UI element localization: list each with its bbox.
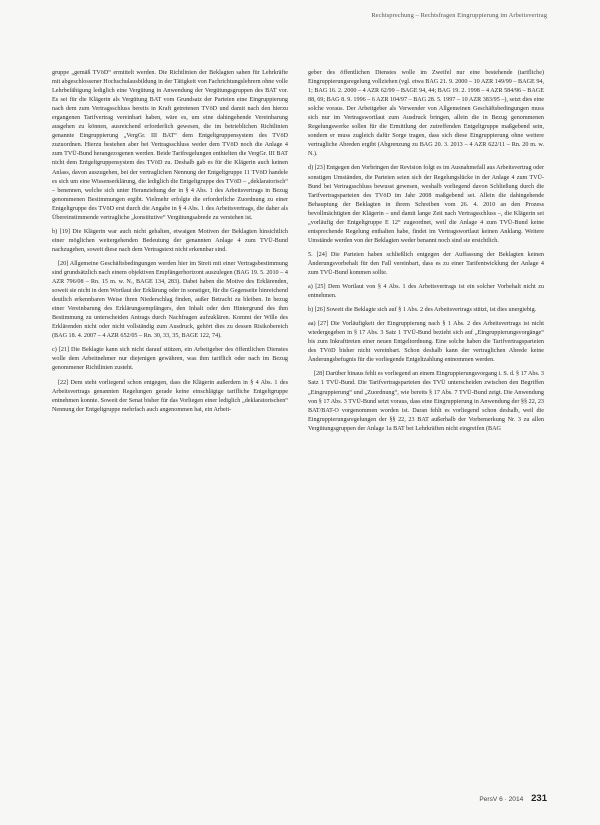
running-head: Rechtsprechung – Rechtsfragen Eingruppierung im Arbeitsvertrag	[371, 12, 547, 19]
paragraph: geber des öffentlichen Dienstes wolle im Zweifel nur eine bestehende (tarifliche) Eingruppierungsregelung vollziehen (vgl. etwa BAG 21. 9. 2000 – 10 AZR 149/99 – BAGE 94, 1; BAG 16. 2. 2000 – 4 AZR 62/99 – BAGE 94, 44; BAG 19. 2. 1998 – 4 AZR 584/96 – BAGE 88, 69; BAG 8. 9. 1996 – 6 AZR 104/97 – BAG 28. 5. 1997 – 10 AZR 383/95 –), setzt dies eine solche voraus. Der Arbeitgeber als Verwender von Allgemeinen Geschäftsbedingungen muss sich nur im Vertragswortlaut zum Ausdruck bringen, allein die in Bezug genommenen Regelungswerke sollen für die Ermittlung der zutreffenden Entgeltgruppe maßgebend sein, sondern er muss zugleich dafür Sorge tragen, dass sich diese Eingruppierung ohne weitere vertragliche Abreden ergibt (Abgrenzung zu BAG 20. 3. 2013 – 4 AZR 622/11 – Rn. 20 m. w. N.).	[308, 70, 544, 158]
paragraph: [20] Allgemeine Geschäftsbedingungen werden hier im Streit mit einer Vertragsbestimmung sind grundsätzlich nach einem objektiven Empfängerhorizont auszulegen (BAG 19. 5. 2010 – 4 AZR 796/08 – Rn. 15 m. w. N., BAGE 134, 283). Dabei haben die Motive des Erklärenden, soweit sie nicht in dem Wortlaut der Erklärung oder in sonstiger, für die Gegenseite hinreichend deutlich erkennbaren Weise ihren Niederschlag finden, außer Betracht zu bleiben. In bezug einer Vereinbarung des Erklärungsempfängers, den Inhalt oder den Hintergrund des ihm Bestimmung zu unterscheiden Antrags durch Nachfragen aufzuklären. Kommt der Wille des Erklärenden nicht oder nicht vollständig zum Ausdruck, gehört dies zu dessen Risikobereich (BAG 18. 4. 2007 – 4 AZR 652/05 – Rn. 30, 33, 35, BAGE 122, 74).	[52, 260, 288, 340]
paragraph: b) [26] Soweit die Beklagte sich auf § 1 Abs. 2 des Arbeitsvertrags stützt, ist dies unergiebig.	[308, 307, 537, 314]
paragraph: 5. [24] Die Parteien haben schließlich entgegen der Auffassung der Beklagten keinen Änderungsvorbehalt für den Fall vereinbart, dass es zu einer Tarifentwicklung der Anlage 4 zum TVÜ-Bund kommen sollte.	[308, 251, 544, 276]
paragraph: aa) [27] Die Vorläufigkeit der Eingruppierung nach § 1 Abs. 2 des Arbeitsvertrags ist nicht wiedergegeben in § 17 Abs. 3 Satz 1 TVÜ-Bund bezieht sich auf „Eingruppierungsvorgänge“ bis zum Inkrafttreten einer neuen Entgeltordnung. Eine solche haben die Tarifvertragsparteien des TVöD bisher nicht vereinbart. Schon deshalb kann der vertraglichen Abrede keine Änderungsbefugnis für die vorliegende Entgeltzahlung entnommen werden.	[308, 321, 544, 364]
paragraph: gruppe „gemäß TVöD“ ermittelt werden. Die Richtlinien der Beklagten sahen für Lehrkräfte mit abgeschlossener Hochschulausbildung in der Tätigkeit von Fachrichtungslehrern ohne volle Lehrbefähigung lediglich eine Vergütung in Anwendung der Vergütungsgruppen des BAT vor. Es sei für die Klägerin als Vergütung BAT vom Grundsatz der Parteien eine Eingruppierung nach dem zum Vertragsschluss bereits in Kraft getretenen TVöD und damit nach den hierzu ergangenen Tarifvertrag vereinbart haben, wäre es, um eine dahingehende Vereinbarung ausgehen zu können, ausreichend erforderlich gewesen, die im betrieblichen Richtlinien genannte Eingruppierung „VergGr. III BAT“ dem Entgeltgruppensystem des TVöD zuzuordnen. Hierzu bestehen aber bei Vertragsschluss weder dem TVöD noch die Anlage 4 zum TVÜ-Bund herangezogenen werden. Beide Tarifregelungen enthielten die VergGr. III BAT nicht dem Entgeltgruppensystem des TVöD zu. Deshalb gab es für die Klägerin auch keinen Anlass, davon auszugehen, bei der vertraglichen Nennung der Entgeltgruppe 11 TVöD handele es sich um eine Wissenserklärung, die lediglich die Entgeltgruppe des TVöD – „deklaratorisch“ – benennen, welche sich unter Heranziehung der in § 4 Abs. 1 des Arbeitsvertrags in Bezug genommenen Bestimmungen ergibt. Vielmehr erfolgte die erforderliche Zuordnung zu einer Entgeltgruppe des TVöD erst durch die Angabe in § 4 Abs. 1 des Arbeitsvertrags, die daher als Übereinstimmende vertragliche „konstitutive“ Vergütungsabrede zu verstehen ist.	[52, 70, 288, 221]
paragraph: b) [19] Die Klägerin war auch nicht gehalten, etwaigen Motiven der Beklagten hinsichtlich einer möglichen weitergehenden Bedeutung der genannten Anlage 4 zum TVÜ-Bund nachzugehen, soweit diese nach dem Vertragstext nicht erkennbar sind.	[52, 228, 288, 253]
right-column	[308, 69, 544, 439]
page-footer	[479, 793, 547, 804]
paragraph: c) [21] Die Beklagte kann sich nicht darauf stützen, ein Arbeitgeber des öffentlichen Dienstes wolle dem Arbeitnehmer nur diejenigen gewähren, was ihm tariflich oder nach im Bezug genommener Richtlinien zusteht.	[52, 347, 288, 372]
paragraph: d) [23] Entgegen den Vorbringen der Revision folgt es im Ausnahmefall aus Arbeitsvertrag oder sonstigen Umständen, die Parteien seien sich der Regelungslücke in der Anlage 4 zum TVÜ-Bund bei Vertragsschluss bewusst gewesen, weshalb vorliegend davon Schließung durch die Tarifvertragsparteien des TVöD im Jahr 2008 maßgebend sei. Allein die dahingehende Behauptung der Beklagten in ihrem Schreiben vom 26. 4. 2010 an den Prozess bevollmächtigten der Klägerin – und damit lange Zeit nach Vertragsschluss –, die Klägerin sei „vorläufig der Entgeltgruppe E 12“ zugeordnet, weil die Anlage 4 zum TVÜ-Bund keine entsprechende Regelung enthalten habe, findet im Vertragswortlaut keinen Anklang. Weitere Umstände werden von der Beklagten weder benannt noch sind sie ersichtlich.	[308, 165, 544, 244]
journal-name: PersV 6 · 2014	[479, 796, 524, 803]
left-column	[52, 69, 288, 420]
paragraph: [28] Darüber hinaus fehlt es vorliegend an einem Eingruppierungsvorgang i. S. d. § 17 Abs. 3 Satz 1 TVÜ-Bund. Die Tarifvertragsparteien des TVÜ unterscheiden zwischen den Begriffen „Eingruppierung“ und „Zuordnung“, wie bereits § 17 Abs. 7 TVÜ-Bund zeigt. Die Anwendung von § 17 Abs. 3 TVÜ-Bund setzt voraus, dass eine Eingruppierung in Anwendung der §§ 22, 23 BAT/BAT-O vorgenommen worden ist. Daran fehlt es vorliegend schon deshalb, weil die Eingruppierungsregelungen der §§ 22, 23 BAT außerhalb der Vorbemerkung Nr. 3 zu allen Vergütungsgruppen der Anlage 1a BAT bei Lehrkräften nicht eingreifen (BAG	[308, 371, 544, 432]
paragraph: [22] Dem steht vorliegend schon entgegen, dass die Klägerin außerdem in § 4 Abs. 1 des Arbeitsvertrags genannten Regelungen gerade keine einschlägige tarifliche Entgeltgruppe entnehmen konnte. Soweit der Senat bisher für das Vorliegen einer lediglich „deklaratorischen“ Nennung der Entgeltgruppe mehrfach auch angenommen hat, ein Arbeit-	[52, 379, 288, 413]
paragraph: a) [25] Dem Wortlaut von § 4 Abs. 1 des Arbeitsvertrags ist ein solcher Vorbehalt nicht zu entnehmen.	[308, 284, 544, 300]
page-number: 231	[531, 793, 547, 804]
